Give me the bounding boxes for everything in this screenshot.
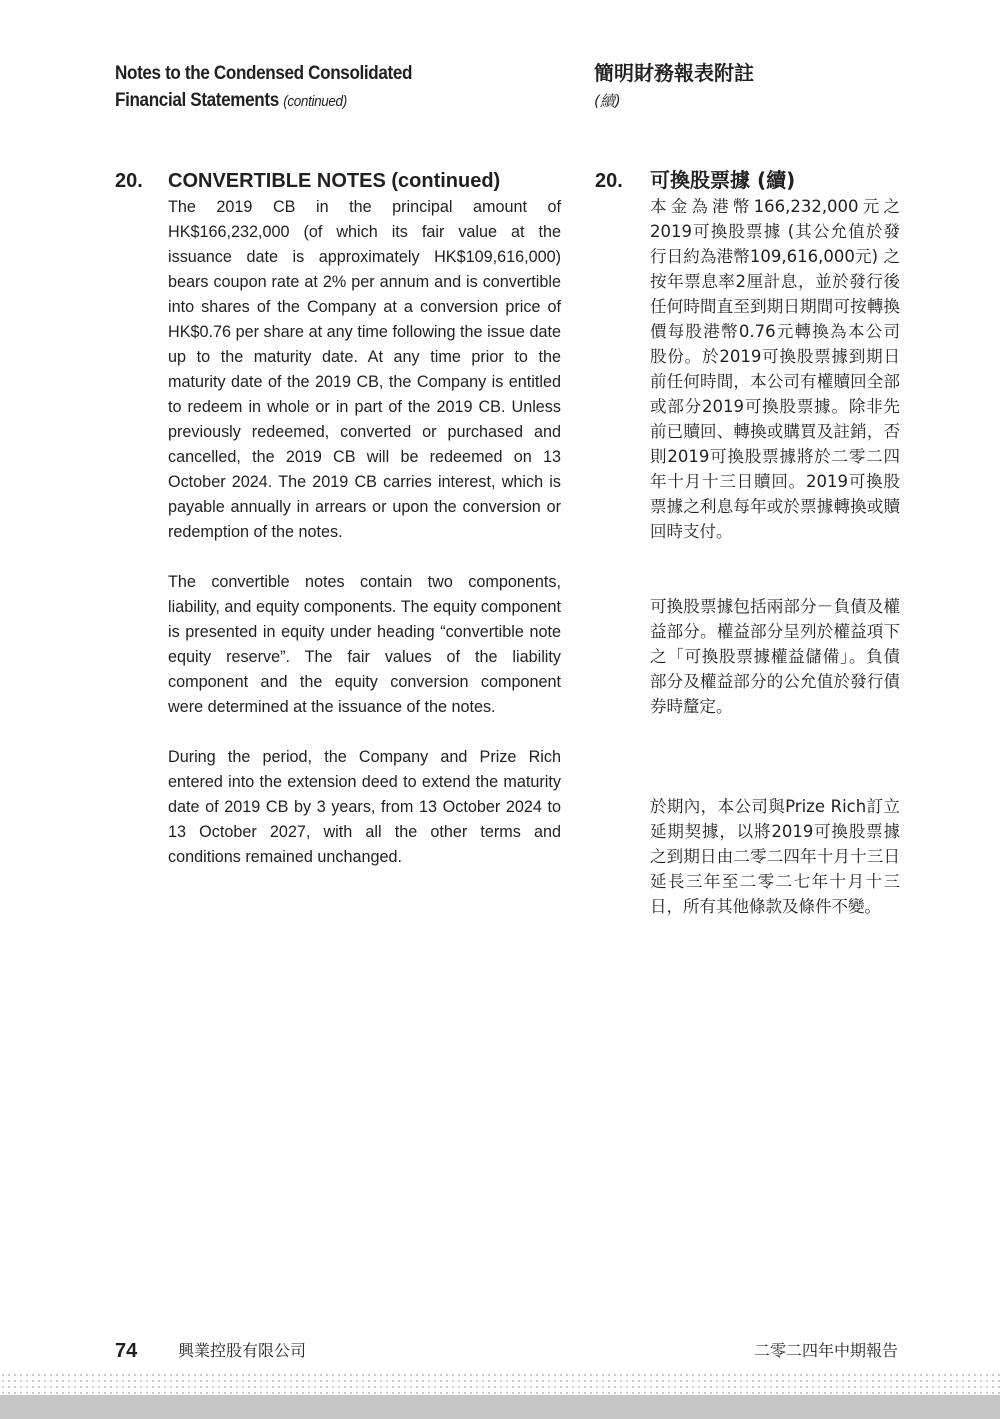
footer-report-name: 二零二四年中期報告 (753, 1341, 898, 1360)
page-header-english (115, 60, 493, 115)
page-header-chinese (594, 58, 914, 114)
paragraph-zh-2: 可換股票據包括兩部分－負債及權益部分。權益部分呈列於權益項下之「可換股票據權益儲備」。負債部分及權益部分的公允值於發行債券時釐定。 (650, 597, 900, 716)
header-title-line2-text: Financial Statements (115, 90, 279, 111)
note-number-en: 20. (115, 170, 143, 192)
header-title-line2 (115, 87, 493, 115)
header-title-zh: 簡明財務報表附註 (594, 61, 754, 85)
footer-dot-pattern (0, 1372, 1000, 1394)
paragraph-zh-1: 本金為港幣166,232,000元之2019可換股票據 (其公允值於發行日約為港幣109,616,000元) 之按年票息率2厘計息，並於發行後任何時間直至到期日期間可按轉換價每股港幣0.76元轉換為本公司股份。於2019可換股票據到期日前任何時間，本公司有權贖回全部或部分2019可換股票據。除非先前已贖回、轉換或購買及註銷，否則2019可換股票據將於二零二四年十月十三日贖回。2019可換股票據之利息每年或於票據轉換或贖回時支付。 (650, 197, 900, 541)
page-number: 74 (115, 1340, 138, 1362)
english-body (168, 195, 561, 895)
paragraph-en-3: During the period, the Company and Prize Rich entered into the extension deed to extend the maturity date of 2019 CB by 3 years, from 13 October 2024 to 13 October 2027, with all the other terms and conditions remained unchanged. (168, 748, 561, 866)
paragraph-en-2: The convertible notes contain two components, liability, and equity components. The equity component is presented in equity under heading “convertible note equity reserve”. The fair values of the liability component and the equity conversion component were determined at the issuance of the notes. (168, 573, 561, 716)
header-continued-zh: (續) (594, 92, 621, 110)
header-continued-en: (continued) (283, 93, 347, 110)
note-title-zh: 可換股票據 (續) (650, 168, 796, 192)
footer-company-name: 興業控股有限公司 (178, 1341, 307, 1360)
note-number-zh: 20. (595, 170, 623, 192)
header-title-line1: Notes to the Condensed Consolidated (115, 63, 413, 84)
paragraph-zh-3: 於期內，本公司與Prize Rich訂立延期契據，以將2019可換股票據之到期日由二零二四年十月十三日延長三年至二零二七年十月十三日，所有其他條款及條件不變。 (650, 797, 900, 916)
footer-grey-bar (0, 1395, 1000, 1419)
note-title-en: CONVERTIBLE NOTES (continued) (168, 170, 501, 192)
paragraph-en-1: The 2019 CB in the principal amount of HK$166,232,000 (of which its fair value at the issuance date is approximately HK$109,616,000) bears coupon rate at 2% per annum and is convertible into shares of the Company at a conversion price of HK$0.76 per share at any time following the issue date up to the maturity date. At any time prior to the maturity date of the 2019 CB, the Company is entitled to redeem in whole or in part of the 2019 CB. Unless previously redeemed, converted or purchased and cancelled, the 2019 CB will be redeemed on 13 October 2024. The 2019 CB carries interest, which is payable annually in arrears or upon the conversion or redemption of the notes. (168, 198, 561, 541)
